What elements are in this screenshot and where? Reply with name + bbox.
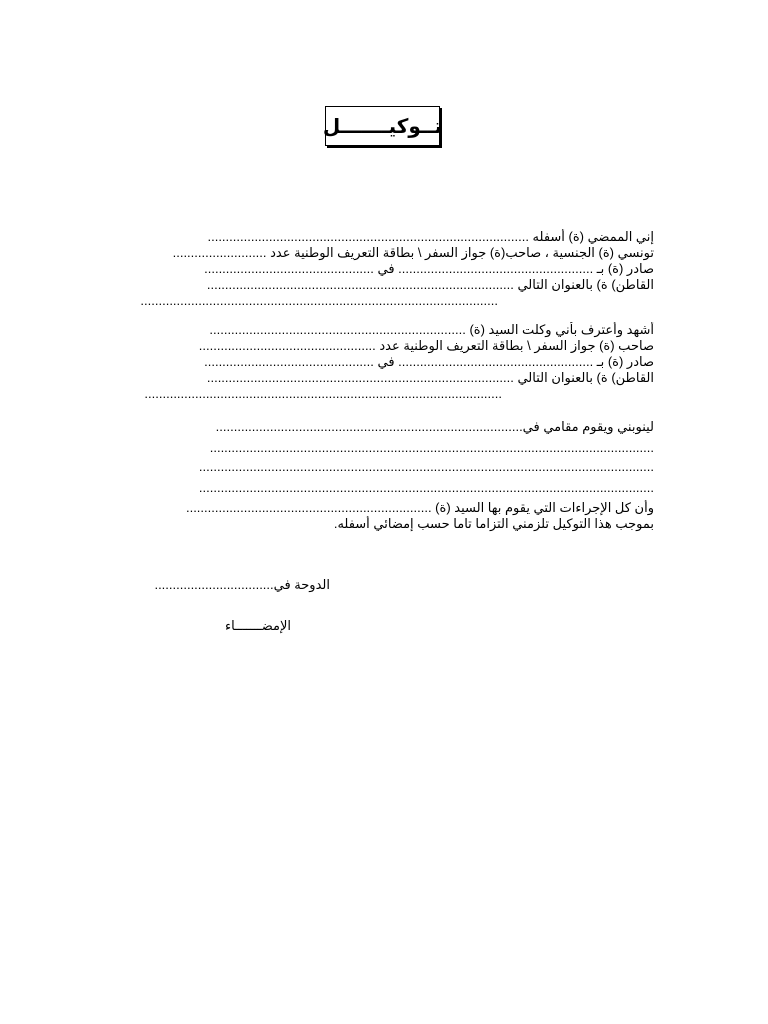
line-6: أشهد وأعترف بأني وكلت السيد (ة) .......................................................................	[209, 322, 654, 337]
line-5: ...................................................................................................	[140, 293, 498, 308]
line-1: إني الممضي (ة) أسفله .........................................................................................	[207, 229, 654, 244]
line-11: لينوبني ويقوم مقامي في.....................................................................................	[215, 419, 654, 434]
line-10: ...................................................................................................	[144, 386, 502, 401]
line-16: بموجب هذا التوكيل تلزمني التزاما تاما حسب إمضائي أسفله.	[333, 516, 654, 531]
line-3: صادر (ة) بـ ...................................................... في ...............................................	[204, 261, 654, 276]
line-7: صاحب (ة) جواز السفر \ بطاقة التعريف الوطنية عدد .................................................	[198, 338, 654, 353]
signature-label: الإمضـــــــاء	[225, 618, 291, 633]
line-13: ..............................................................................................................................	[198, 459, 654, 474]
line-12: ...........................................................................................................................	[209, 440, 654, 455]
line-2: تونسي (ة) الجنسية ، صاحب(ة) جواز السفر \ بطاقة التعريف الوطنية عدد ..........................	[172, 245, 654, 260]
document-title: تــوكيـــــــل	[325, 106, 440, 146]
doha-date-line: الدوحة في.................................	[154, 577, 330, 592]
line-8: صادر (ة) بـ ...................................................... في ...............................................	[204, 354, 654, 369]
line-15: وأن كل الإجراءات التي يقوم بها السيد (ة) ....................................................................	[185, 500, 654, 515]
line-9: القاطن) ة) بالعنوان التالي .....................................................................................	[206, 370, 654, 385]
line-4: القاطن) ة) بالعنوان التالي .....................................................................................	[206, 277, 654, 292]
line-14: ..............................................................................................................................	[198, 480, 654, 495]
